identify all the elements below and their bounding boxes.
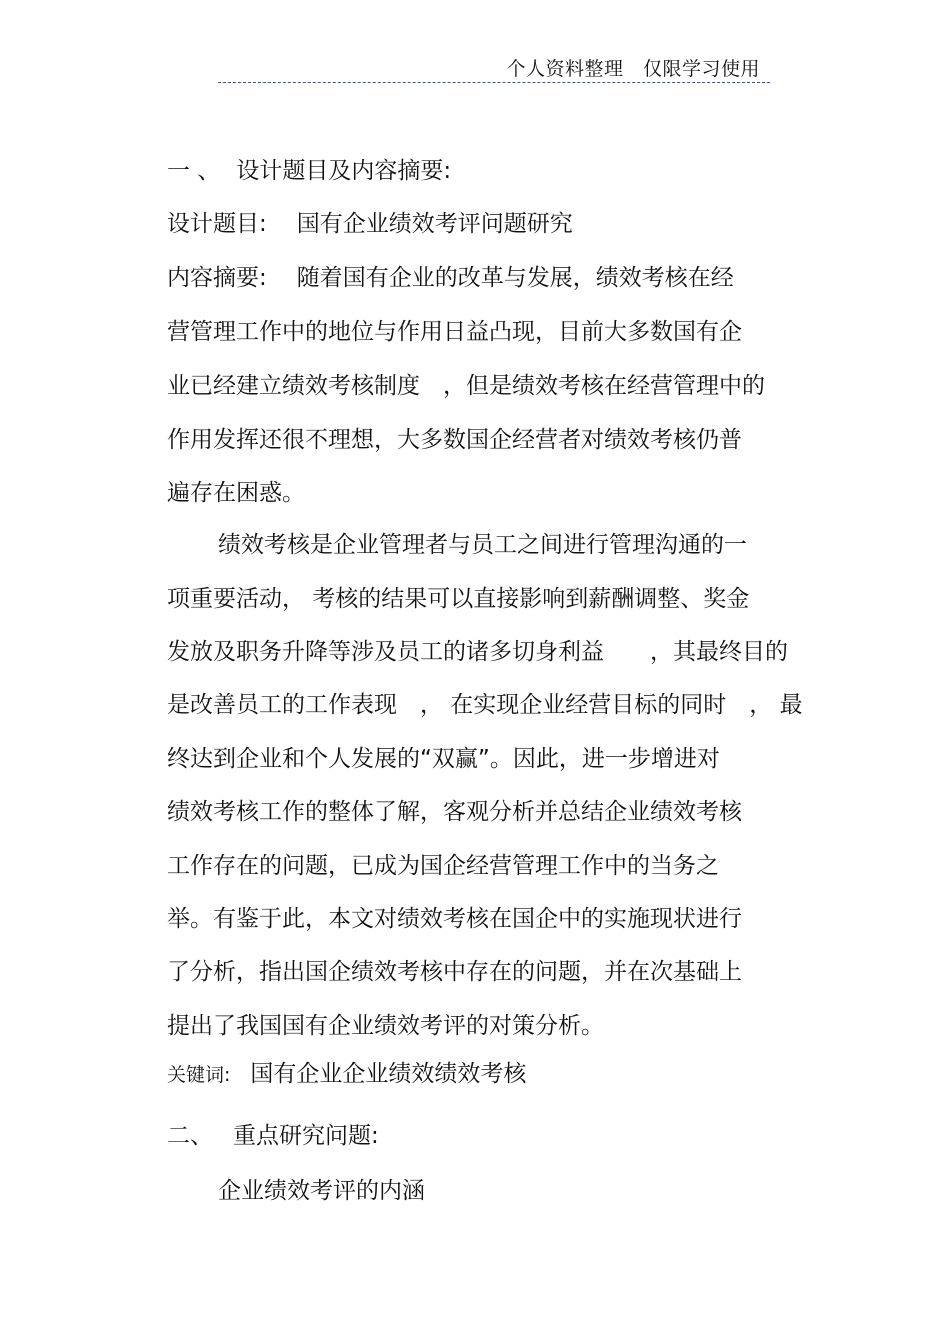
section-2-heading [167, 1121, 379, 1151]
section-1-number: 一 、 [167, 158, 221, 184]
abstract-label: 内容摘要: [167, 265, 267, 291]
paragraph-line: 举。有鉴于此，本文对绩效考核在国企中的实施现状进行 [167, 906, 742, 932]
keywords-line [167, 1059, 526, 1090]
abstract-line: 业已经建立绩效考核制度 ，但是绩效考核在经营管理中的 [167, 373, 765, 399]
design-topic-line [167, 209, 573, 239]
design-topic-label: 设计题目: [167, 211, 267, 237]
paragraph-line: 提出了我国国有企业绩效考评的对策分析。 [167, 1013, 604, 1039]
design-topic-value: 国有企业绩效考评问题研究 [296, 211, 573, 237]
paragraph-line: 绩效考核是企业管理者与员工之间进行管理沟通的一 [218, 532, 747, 558]
abstract-line: 遍存在困惑。 [167, 480, 305, 506]
keywords-value: 国有企业企业绩效绩效考核 [250, 1061, 527, 1087]
keywords-label: 关键词: [167, 1064, 231, 1086]
paragraph-line: 项重要活动， 考核的结果可以直接影响到薪酬调整、奖金 [167, 586, 750, 612]
section-1-title: 设计题目及内容摘要: [236, 158, 452, 184]
paragraph-line: 发放及职务升降等涉及员工的诸多切身利益 ，其最终目的 [167, 639, 788, 665]
sub-item: 企业绩效考评的内涵 [218, 1178, 425, 1204]
paragraph-line: 绩效考核工作的整体了解，客观分析并总结企业绩效考核 [167, 799, 742, 825]
abstract-first-line [167, 263, 734, 293]
section-1-heading [167, 156, 451, 186]
paragraph-line: 是改善员工的工作表现 ， 在实现企业经营目标的同时 ， 最 [167, 692, 803, 718]
paragraph-line: 工作存在的问题，已成为国企经营管理工作中的当务之 [167, 853, 719, 879]
paragraph-line: 终达到企业和个人发展的“双赢”。因此，进一步增进对 [167, 746, 720, 772]
section-2-title: 重点研究问题: [233, 1123, 379, 1149]
header-text: 个人资料整理 仅限学习使用 [506, 58, 760, 80]
section-2-number: 二、 [167, 1123, 213, 1149]
abstract-line: 营管理工作中的地位与作用日益凸现，目前大多数国有企 [167, 319, 742, 345]
page-header [218, 54, 770, 83]
abstract-line: 随着国有企业的改革与发展，绩效考核在经 [296, 265, 734, 291]
paragraph-line: 了分析，指出国企绩效考核中存在的问题，并在次基础上 [167, 959, 742, 985]
abstract-line: 作用发挥还很不理想，大多数国企经营者对绩效考核仍普 [167, 427, 742, 453]
